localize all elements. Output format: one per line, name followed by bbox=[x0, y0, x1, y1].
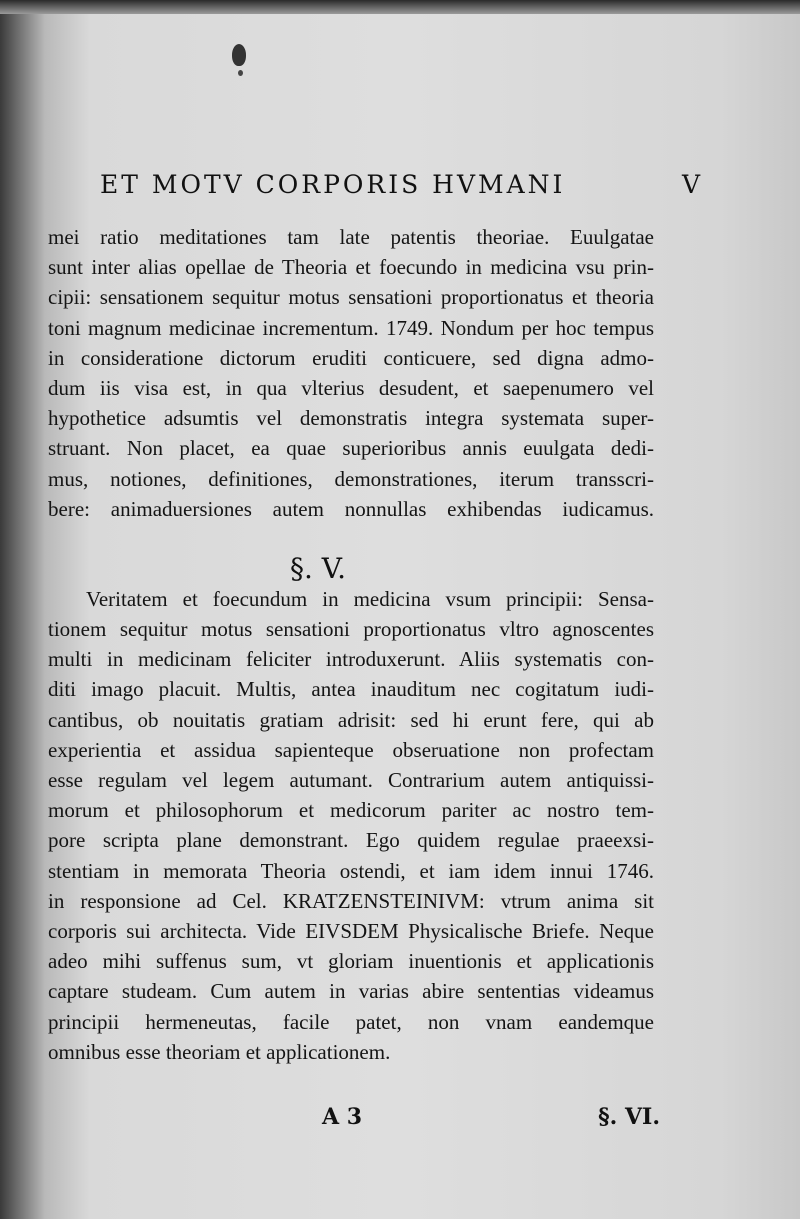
text-line: bere: animaduersiones autem nonnullas exhibendas iudicamus. bbox=[48, 496, 654, 521]
body-text bbox=[48, 222, 654, 1067]
text-line: morum et philosophorum et medicorum pariter ac nostro tem- bbox=[48, 798, 654, 823]
catchword: §. VI. bbox=[598, 1104, 660, 1130]
text-line: captare studeam. Cum autem in varias abire sententias videamus bbox=[48, 979, 654, 1004]
paragraph-1 bbox=[48, 222, 654, 524]
text-line: sunt inter alias opellae de Theoria et foecundo in medicina vsu prin- bbox=[48, 255, 654, 280]
page-top-edge bbox=[0, 0, 800, 14]
ink-blot bbox=[232, 44, 246, 66]
text-line: multi in medicinam feliciter introduxerunt. Aliis systematis con- bbox=[48, 647, 654, 672]
ink-speck bbox=[238, 70, 243, 76]
text-line: stentiam in memorata Theoria ostendi, et iam idem innui 1746. bbox=[48, 858, 654, 883]
text-line: hypothetice adsumtis vel demonstratis integra systemata super- bbox=[48, 406, 654, 431]
text-line: tionem sequitur motus sensationi proportionatus vltro agnoscentes bbox=[48, 617, 654, 642]
text-line: pore scripta plane demonstrant. Ego quidem regulae praeexsi- bbox=[48, 828, 654, 853]
text-line: principii hermeneutas, facile patet, non vnam eandemque bbox=[48, 1009, 654, 1034]
page-number: V bbox=[681, 170, 700, 199]
text-line: struant. Non placet, ea quae superioribus annis euulgata dedi- bbox=[48, 436, 654, 461]
text-line: dum iis visa est, in qua vlterius desudent, et saepenumero vel bbox=[48, 375, 654, 400]
text-line: Veritatem et foecundum in medicina vsum principii: Sensa- bbox=[86, 586, 654, 611]
text-line: cipii: sensationem sequitur motus sensationi proportionatus et theoria bbox=[48, 285, 654, 310]
page-footer bbox=[100, 1104, 660, 1138]
text-line: mei ratio meditationes tam late patentis theoriae. Euulgatae bbox=[48, 225, 654, 249]
text-line: omnibus esse theoriam et applicationem. bbox=[48, 1039, 391, 1064]
running-title: ET MOTV CORPORIS HVMANI bbox=[100, 170, 566, 199]
text-line: experientia et assidua sapienteque obseruatione non profectam bbox=[48, 737, 654, 762]
text-line: toni magnum medicinae incrementum. 1749. Nondum per hoc tempus bbox=[48, 315, 654, 340]
text-line: diti imago placuit. Multis, antea inauditum nec cogitatum iudi- bbox=[48, 677, 654, 702]
text-line: corporis sui architecta. Vide EIVSDEM Physicalische Briefe. Neque bbox=[48, 918, 654, 943]
text-line: esse regulam vel legem autumant. Contrarium autem antiquissi- bbox=[48, 768, 654, 792]
text-line: mus, notiones, definitiones, demonstrationes, iterum transscri- bbox=[48, 466, 654, 491]
text-line: cantibus, ob nouitatis gratiam adrisit: sed hi erunt fere, qui ab bbox=[48, 707, 654, 732]
section-heading: §. V. bbox=[290, 552, 347, 585]
paragraph-2 bbox=[48, 584, 654, 1067]
text-line: in responsione ad Cel. KRATZENSTEINIVM: vtrum anima sit bbox=[48, 888, 654, 913]
signature-mark: A 3 bbox=[322, 1104, 363, 1130]
running-head bbox=[100, 170, 700, 204]
text-line: in consideratione dictorum eruditi conticuere, sed digna admo- bbox=[48, 345, 654, 370]
text-line: adeo mihi suffenus sum, vt gloriam inuentionis et applicationis bbox=[48, 949, 654, 974]
